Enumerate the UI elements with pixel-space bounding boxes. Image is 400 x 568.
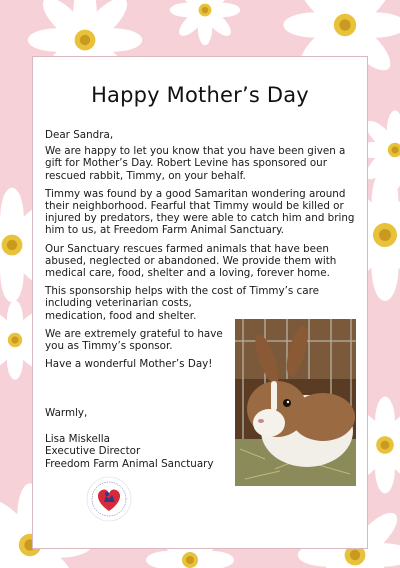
letter-card <box>33 57 367 548</box>
paragraph-sanctuary: Our Sanctuary rescues farmed animals that have been abused, neglected or abandoned. We provide them with medical care, food, shelter and a loving, forever home. <box>45 242 337 280</box>
rabbit-photo <box>235 319 356 486</box>
paragraph-rescue-story: Timmy was found by a good Samaritan wondering around their neighborhood. Fearful that Timmy would be killed or injured by predators, they were able to catch him and bring him to us, at Freedom Farm Animal Sanctuary. <box>45 187 355 237</box>
signer-name: Lisa Miskella <box>45 433 110 446</box>
letter-title: Happy Mother’s Day <box>91 83 309 107</box>
paragraph-gratitude: We are extremely grateful to have you as Timmy’s sponsor. <box>45 327 223 353</box>
paragraph-wishes: Have a wonderful Mother’s Day! <box>45 358 213 371</box>
organization-name: Freedom Farm Animal Sanctuary <box>45 457 214 470</box>
flower-top-center <box>170 0 240 45</box>
paragraph-sponsorship-end: including veterinarian costs, medication, food and shelter. <box>45 297 197 322</box>
signature-block <box>45 407 214 470</box>
closing: Warmly, <box>45 407 88 419</box>
sanctuary-logo <box>85 475 133 523</box>
salutation: Dear Sandra, <box>45 129 114 141</box>
signer-title: Executive Director <box>45 445 141 458</box>
paragraph-sponsorship-start: This sponsorship helps with the cost of Timmy’s care <box>45 285 319 298</box>
paragraph-gift: We are happy to let you know that you have been given a gift for Mother’s Day. Robert Levine has sponsored our rescued rabbit, Timmy, on your behalf. <box>45 145 346 182</box>
